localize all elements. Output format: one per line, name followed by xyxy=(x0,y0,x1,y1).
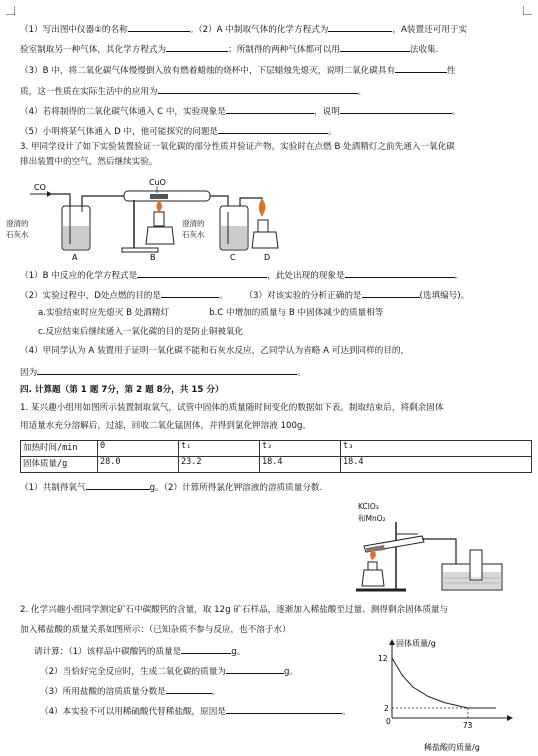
mno2-label: 和MnO₂ xyxy=(358,514,386,523)
label-a: A xyxy=(72,253,78,262)
q1-text: ，A装置还可用于实 xyxy=(392,25,468,35)
label-b: B xyxy=(150,253,156,262)
origin-label: 0 xyxy=(386,717,391,726)
q3-text: 。 xyxy=(297,368,306,378)
option-a: a.实验结束时应先熄灭 B 处酒精灯 xyxy=(38,308,170,318)
y-tick-label: 12 xyxy=(378,654,388,663)
inlet-tube xyxy=(52,194,70,206)
mass-time-table xyxy=(20,440,532,473)
blank xyxy=(128,22,190,32)
calc-text: （3）所用盐酸的溶质质量分数是 xyxy=(40,687,166,697)
table-cell: 固体质量/g xyxy=(21,457,98,473)
blank xyxy=(166,42,228,52)
table-cell: t₁ xyxy=(179,441,260,457)
q1-text: ，说明 xyxy=(314,107,340,117)
calc-text: （4）本实验不可以用稀硫酸代替稀盐酸，原因是 xyxy=(40,707,226,717)
calc-text: 。 xyxy=(341,707,351,717)
section-heading: 四. 计算题（第 1 题 7分，第 2 题 8分，共 15 分） xyxy=(20,385,224,395)
q3-text: 。 xyxy=(219,291,228,301)
q3-sub-4: （4）甲同学认为 A 装置用于证明一氧化碳不能和石灰水反应，乙同学认为省略 A 可达到同样的目的， xyxy=(20,346,410,356)
q3-options-ab xyxy=(38,307,383,319)
calc-q1-subparts xyxy=(20,480,322,494)
y-axis-arrow xyxy=(389,639,395,645)
flame-icon xyxy=(259,198,266,216)
connector-tube-ab xyxy=(82,196,124,206)
q3-intro: 排出装置中的空气，然后继续实验。 xyxy=(20,157,158,167)
blank xyxy=(340,42,410,52)
q3-sub-1 xyxy=(20,268,463,282)
q1-text: 性 xyxy=(447,66,456,76)
q3-sub-4-answer xyxy=(20,365,306,379)
label-c: C xyxy=(230,253,236,262)
blank xyxy=(395,63,447,73)
q1-text: ；所制得的两种气体都可以用 xyxy=(228,45,340,55)
table-cell: 加热时间/min xyxy=(21,441,98,457)
cuo-label: CuO xyxy=(149,178,166,187)
y-axis-label: 固体质量/g xyxy=(396,639,436,648)
blank xyxy=(226,104,314,114)
table-cell: 18.4 xyxy=(260,457,341,473)
calc-q2-text: 2. 化学兴趣小组同学测定矿石中碳酸钙的含量，取 12g 矿石样品，逐渐加入稀盐酸至过量、测得剩余固体质量与 xyxy=(20,605,449,615)
table-cell: t₂ xyxy=(260,441,341,457)
blank xyxy=(181,644,231,654)
blank xyxy=(226,664,284,674)
calc-q2-r3 xyxy=(40,704,351,718)
calc-q1-text: 1. 某兴趣小组用如图所示装置制取氧气，试管中固体的质量随时间变化的数据如下表。制取结束后，将剩余固体 xyxy=(20,403,444,413)
x-axis-arrow xyxy=(507,715,513,721)
table-row xyxy=(21,457,532,473)
q1-line-4 xyxy=(20,84,366,98)
calc-text: 请计算：（1）该样品中碳酸钙的质量是 xyxy=(34,647,182,657)
y-tick-label: 2 xyxy=(384,704,389,713)
calc-q2-text: 加入稀盐酸的质量关系如图所示：（已知杂质不参与反应，也不溶于水） xyxy=(20,625,291,635)
blank xyxy=(158,84,358,94)
table-cell: 23.2 xyxy=(179,457,260,473)
limewater-left-label: 澄清的 石灰水 xyxy=(6,219,29,239)
q1-text: 质，这一性质在实际生活中的应用为 xyxy=(20,87,158,97)
solid-mass-chart xyxy=(366,634,534,752)
q1-text: （3）B 中，将二氧化碳气体慢慢倒入放有燃着蜡烛的烧杯中，下层蜡烛先熄灭，说明二氧化碳具有 xyxy=(20,66,396,76)
q1-line-6 xyxy=(20,124,337,138)
series-line xyxy=(392,658,496,708)
co-arrow-head xyxy=(47,191,52,197)
blank xyxy=(161,288,219,298)
calc-text: （1）共制得氧气 xyxy=(20,483,86,493)
table-cell: 0 xyxy=(98,441,179,457)
blank xyxy=(86,480,150,490)
q1-text: 。（2）A 中制取气体的化学方程式为 xyxy=(189,25,329,35)
limewater-right-label: 澄清的 石灰水 xyxy=(182,219,205,239)
blank xyxy=(218,124,328,134)
blank xyxy=(166,684,212,694)
q3-text: （2）实验过程中，D处点燃的目的是 xyxy=(20,291,161,301)
q1-text: 验室制取另一种气体，其化学方程式为 xyxy=(20,45,167,55)
calc-text: 。 xyxy=(211,687,221,697)
q3-text: 因为 xyxy=(20,368,38,378)
co-label: CO xyxy=(34,183,46,192)
q1-text: 。 xyxy=(328,127,337,137)
lamp-d xyxy=(252,198,278,248)
table-cell: 28.0 xyxy=(98,457,179,473)
co-apparatus-diagram xyxy=(24,172,294,262)
q1-text: 。 xyxy=(451,107,461,117)
blank xyxy=(137,268,267,278)
table-row xyxy=(21,441,532,457)
blank xyxy=(226,704,342,714)
q3-text: ，此处出现的现象是 xyxy=(267,271,345,281)
calc-text: g。 xyxy=(283,667,298,677)
q1-line-2 xyxy=(20,42,438,56)
calc-q2-r1 xyxy=(40,664,298,678)
q3-intro: 3. 甲同学设计了如下实验装置验证一氧化碳的部分性质并验证产物。实验时在点燃 B 处酒精灯之前先通入一氧化碳 xyxy=(20,142,455,152)
option-b: b.C 中增加的质量与 B 中固体减少的质量相等 xyxy=(209,308,384,318)
corner-mark-top-right xyxy=(523,6,532,15)
corner-mark-top-left xyxy=(6,6,15,15)
calc-q2-r2 xyxy=(40,684,220,698)
kclo3-label: KClO₃ xyxy=(358,502,379,511)
table-cell: 18.4 xyxy=(341,457,532,473)
q3-text: （3）对该实验的分析正确的是 xyxy=(244,291,362,301)
calc-text: g。 xyxy=(231,647,246,657)
table-cell: t₃ xyxy=(341,441,532,457)
blank xyxy=(328,22,392,32)
blank xyxy=(345,268,455,278)
cuo-powder xyxy=(150,194,168,199)
calc-q1-text: 用适量水充分溶解后，过滤，回收二氧化锰固体，并得到氯化钾溶液 100g。 xyxy=(20,421,311,431)
blank xyxy=(362,288,420,298)
blank xyxy=(37,365,297,375)
q1-text: （4）若将制得的二氧化碳气体通入 C 中，实验现象是 xyxy=(20,107,226,117)
flame-icon xyxy=(157,200,163,212)
q1-text: 法收集. xyxy=(409,45,439,55)
x-axis-label: 稀盐酸的质量/g xyxy=(424,743,480,752)
q1-line-1 xyxy=(20,22,467,36)
q1-text: （1）写出图中仪器①的名称 xyxy=(20,25,128,35)
q1-text: 。 xyxy=(357,87,367,97)
oxygen-apparatus-diagram xyxy=(344,520,520,600)
option-c: c.反应结束后继续通入一氧化碳的目的是防止铜被氧化 xyxy=(38,327,244,337)
q3-sub-2 xyxy=(20,288,469,302)
calc-q2-r0 xyxy=(34,644,245,658)
blank xyxy=(340,104,452,114)
q3-text: (选填编号)。 xyxy=(419,291,470,301)
q3-text: 。 xyxy=(454,271,464,281)
calc-text: g。（2）计算所得氯化钾溶液的溶质质量分数. xyxy=(149,483,323,493)
calc-text: （2）当恰好完全反应时，生成二氧化碳的质量为 xyxy=(40,667,226,677)
q1-text: （5）小明将某气体通入 D 中，他可能探究的问题是 xyxy=(20,127,219,137)
q3-text: （1）B 中反应的化学方程式是 xyxy=(20,271,138,281)
x-tick-label: 73 xyxy=(462,721,473,730)
label-d: D xyxy=(264,253,271,262)
q1-line-5 xyxy=(20,104,460,118)
q1-line-3 xyxy=(20,63,456,77)
reaction-tube-b xyxy=(122,178,210,252)
bottle-a xyxy=(62,206,90,250)
